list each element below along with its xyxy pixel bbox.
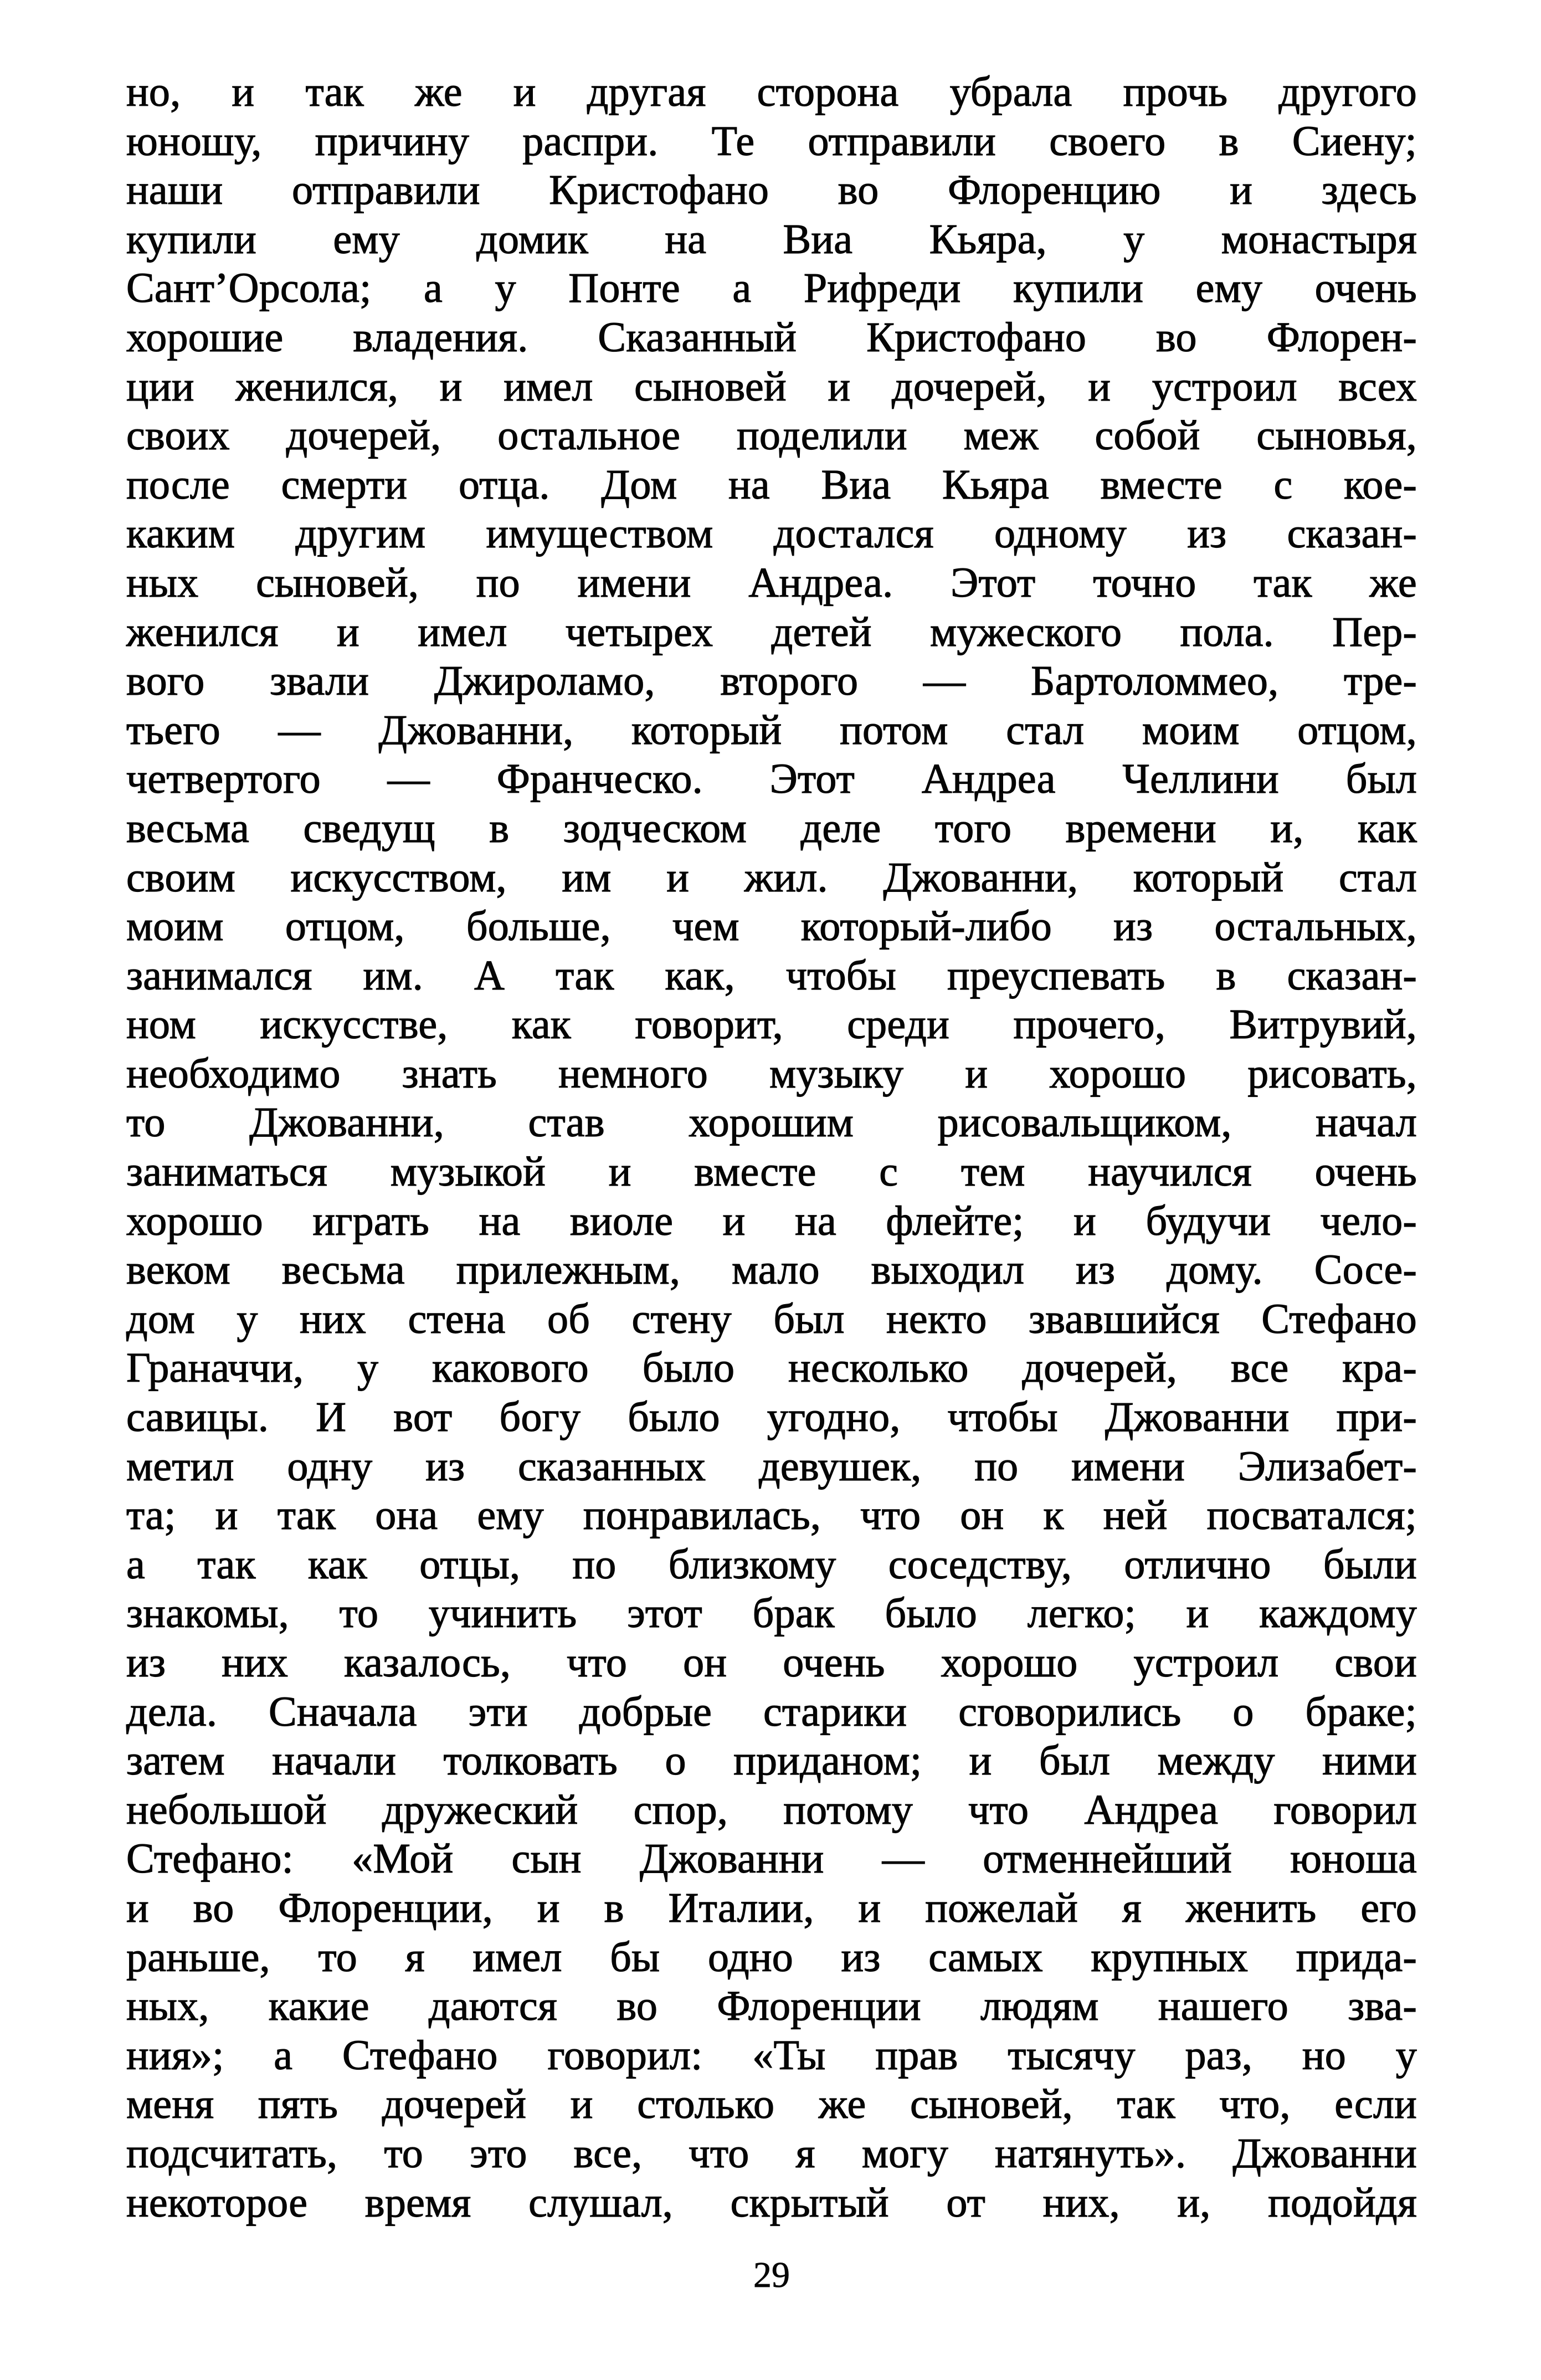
- text-line: та; и так она ему понравилась, что он к ней посватался;: [126, 1492, 1417, 1539]
- text-line: моим отцом, больше, чем который-либо из остальных,: [126, 903, 1417, 950]
- text-line: четвертого — Франческо. Этот Андреа Челлини был: [126, 756, 1417, 803]
- text-line: но, и так же и другая сторона убрала прочь другого: [126, 69, 1417, 115]
- text-line: хорошо играть на виоле и на флейте; и будучи чело-: [126, 1197, 1417, 1244]
- text-line: юношу, причину распри. Те отправили своего в Сиену;: [126, 117, 1417, 165]
- text-line: затем начали толковать о приданом; и был между ними: [126, 1737, 1417, 1784]
- text-line: ции женился, и имел сыновей и дочерей, и устроил всех: [126, 363, 1417, 410]
- text-line: хорошие владения. Сказанный Кристофано во Флорен-: [126, 314, 1417, 361]
- text-line: некоторое время слушал, скрытый от них, и, подойдя: [126, 2179, 1417, 2226]
- text-line: раньше, то я имел бы одно из самых крупных прида-: [126, 1933, 1417, 1981]
- text-line: тьего — Джованни, который потом стал моим отцом,: [126, 706, 1417, 753]
- text-line: то Джованни, став хорошим рисовальщиком, начал: [126, 1099, 1417, 1146]
- text-line: ных, какие даются во Флоренции людям нашего зва-: [126, 1983, 1417, 2030]
- text-line: знакомы, то учинить этот брак было легко; и каждому: [126, 1590, 1417, 1637]
- text-line: наши отправили Кристофано во Флоренцию и здесь: [126, 167, 1417, 214]
- text-line: купили ему домик на Виа Кьяра, у монастыря: [126, 216, 1417, 263]
- page-number: 29: [753, 2255, 790, 2295]
- text-line: женился и имел четырех детей мужеского пола. Пер-: [126, 608, 1417, 655]
- text-line: своих дочерей, остальное поделили меж собой сыновья,: [126, 412, 1417, 459]
- text-line: ных сыновей, по имени Андреа. Этот точно так же: [126, 559, 1417, 606]
- text-line: меня пять дочерей и столько же сыновей, так что, если: [126, 2081, 1417, 2128]
- text-line: небольшой дружеский спор, потому что Андреа говорил: [126, 1786, 1417, 1833]
- text-line: вого звали Джироламо, второго — Бартоломмео, тре-: [126, 658, 1417, 705]
- text-line: Граначчи, у какового было несколько дочерей, все кра-: [126, 1345, 1417, 1392]
- text-line: метил одну из сказанных девушек, по имени Элизабет-: [126, 1443, 1417, 1490]
- text-line: дом у них стена об стену был некто звавшийся Стефано: [126, 1295, 1417, 1342]
- text-line: а так как отцы, по близкому соседству, отлично были: [126, 1541, 1417, 1588]
- text-line: из них казалось, что он очень хорошо устроил свои: [126, 1639, 1417, 1686]
- text-line: ном искусстве, как говорит, среди прочего, Витрувий,: [126, 1001, 1417, 1048]
- text-line: после смерти отца. Дом на Виа Кьяра вместе с кое-: [126, 461, 1417, 508]
- text-line: ния»; а Стефано говорил: «Ты прав тысячу раз, но у: [126, 2032, 1417, 2079]
- text-block: [126, 68, 1417, 2227]
- text-line: своим искусством, им и жил. Джованни, который стал: [126, 854, 1417, 901]
- text-line: савицы. И вот богу было угодно, чтобы Джованни при-: [126, 1394, 1417, 1441]
- text-line: каким другим имуществом достался одному из сказан-: [126, 510, 1417, 557]
- text-line: занимался им. А так как, чтобы преуспевать в сказан-: [126, 952, 1417, 999]
- text-line: и во Флоренции, и в Италии, и пожелай я женить его: [126, 1884, 1417, 1931]
- text-line: заниматься музыкой и вместе с тем научился очень: [126, 1148, 1417, 1196]
- text-line: Сант’Орсола; а у Понте а Рифреди купили ему очень: [126, 265, 1417, 312]
- text-line: необходимо знать немного музыку и хорошо рисовать,: [126, 1050, 1417, 1097]
- text-line: Стефано: «Мой сын Джованни — отменнейший юноша: [126, 1835, 1417, 1883]
- text-line: веком весьма прилежным, мало выходил из дому. Сосе-: [126, 1247, 1417, 1294]
- text-line: подсчитать, то это все, что я могу натянуть». Джованни: [126, 2130, 1417, 2177]
- text-line: дела. Сначала эти добрые старики сговорились о браке;: [126, 1688, 1417, 1735]
- text-line: весьма сведущ в зодческом деле того времени и, как: [126, 804, 1417, 852]
